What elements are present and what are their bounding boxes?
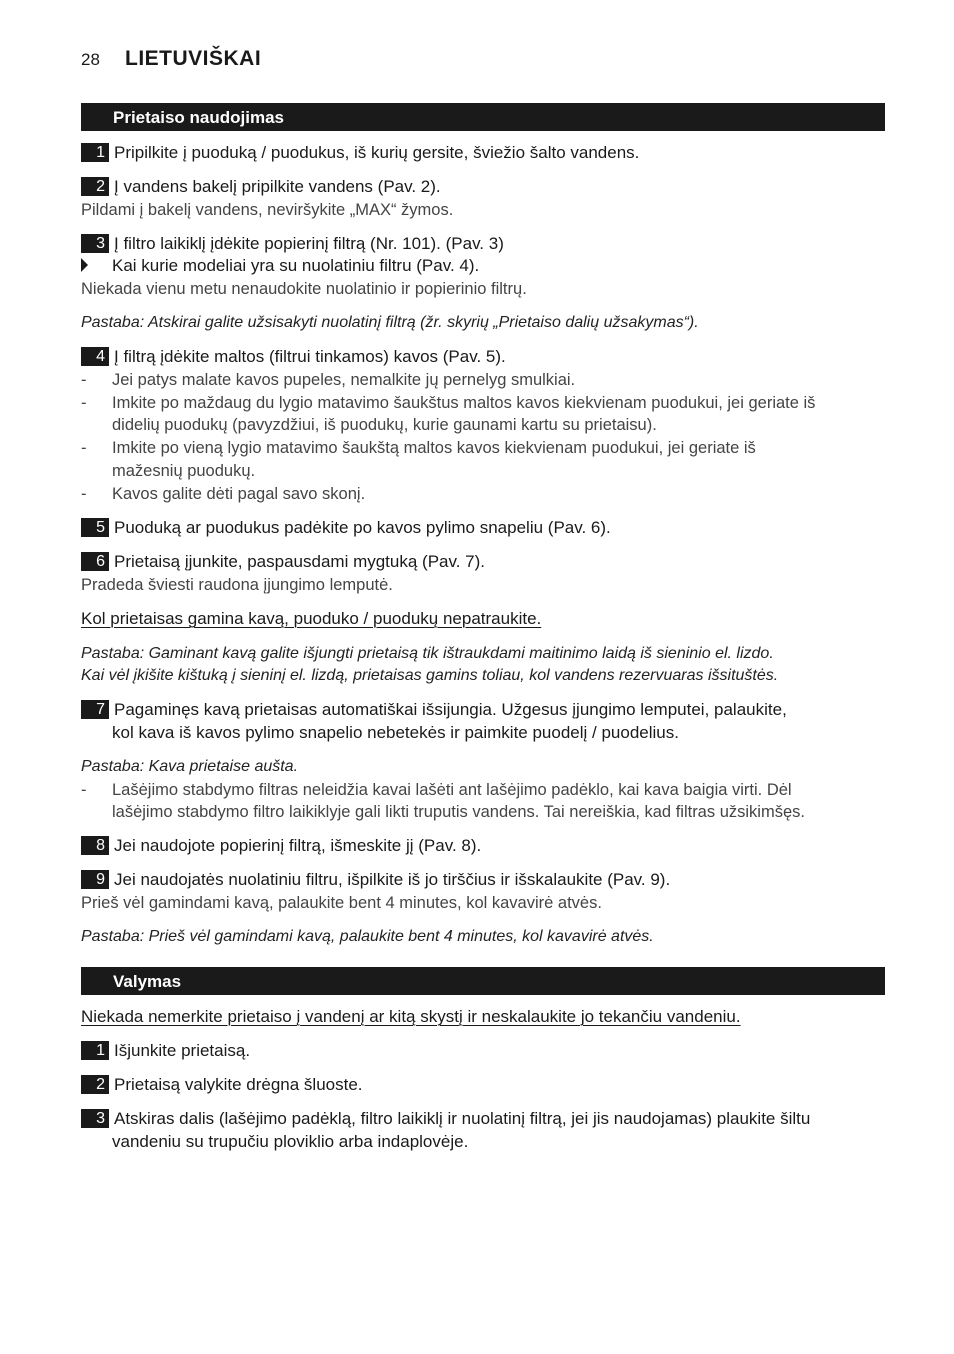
step-text: Į vandens bakelį pripilkite vandens (Pav. 2).: [114, 177, 441, 196]
step-7-cont: kol kava iš kavos pylimo snapelio nebetekės ir paimkite puodelį / puodelius.: [112, 723, 679, 742]
step-number: 2: [81, 1075, 109, 1094]
usage-step-9: [81, 869, 670, 891]
step-number: 9: [81, 870, 109, 889]
dash-item-cont: didelių puodukų (pavyzdžiui, iš puodukų, kurie gaunami kartu su prietaisu).: [112, 416, 657, 434]
step-2-note: Pildami į bakelį vandens, neviršykite „MAX“ žymos.: [81, 201, 454, 219]
cleaning-step-3-cont: vandeniu su trupučiu ploviklio arba indaplovėje.: [112, 1132, 469, 1151]
note-unplug: Pastaba: Gaminant kavą galite išjungti prietaisą tik ištraukdami maitinimo laidą iš sieninio el. lizdo.: [81, 645, 774, 662]
usage-step-8: [81, 835, 481, 857]
usage-step-5: [81, 517, 611, 539]
dash-item: Jei patys malate kavos pupeles, nemalkite jų pernelyg smulkiai.: [112, 371, 576, 389]
note-filter-order: Pastaba: Atskirai galite užsisakyti nuolatinį filtrą (žr. skyrių „Prietaiso dalių užsakymas“).: [81, 314, 699, 331]
step-number: 3: [81, 234, 109, 253]
bullet-triangle-icon: [81, 258, 88, 272]
note-wait-4-minutes: Pastaba: Prieš vėl gamindami kavą, palaukite bent 4 minutes, kol kavavirė atvės.: [81, 928, 654, 945]
step-text: Prietaisą valykite drėgna šluoste.: [114, 1075, 363, 1094]
step-text: Puoduką ar puodukus padėkite po kavos pylimo snapeliu (Pav. 6).: [114, 518, 611, 537]
step-text: Pagaminęs kavą prietaisas automatiškai išsijungia. Užgesus įjungimo lemputei, palaukite,: [114, 700, 787, 719]
section-bar-usage: [81, 103, 885, 131]
page-number: 28: [81, 50, 100, 69]
step-text: Jei naudojote popierinį filtrą, išmeskite jį (Pav. 8).: [114, 836, 482, 855]
section-bar-cleaning: [81, 967, 885, 995]
dash-marker: -: [81, 485, 87, 503]
usage-step-7: [81, 699, 787, 721]
dash-marker: -: [81, 439, 87, 457]
step-3-bullet: Kai kurie modeliai yra su nuolatiniu filtru (Pav. 4).: [112, 256, 480, 275]
step-number: 3: [81, 1109, 109, 1128]
usage-step-3: [81, 233, 504, 255]
dash-item: Lašėjimo stabdymo filtras neleidžia kavai lašėti ant lašėjimo padėklo, kai kava baigia virti. Dėl: [112, 781, 792, 799]
dash-marker: -: [81, 394, 87, 412]
usage-step-6: [81, 551, 485, 573]
dash-item-cont: lašėjimo stabdymo filtro laikiklyje gali likti truputis vandens. Tai nereiškia, kad filtras užsikimšęs.: [112, 803, 805, 821]
note-coffee-cools: Pastaba: Kava prietaise aušta.: [81, 758, 299, 775]
dash-marker: -: [81, 781, 87, 799]
section-title-usage: Prietaiso naudojimas: [113, 108, 284, 127]
step-text: Į filtrą įdėkite maltos (filtrui tinkamos) kavos (Pav. 5).: [114, 347, 506, 366]
step-number: 1: [81, 143, 109, 162]
step-text: Jei naudojatės nuolatiniu filtru, išpilkite iš jo tirščius ir išskalaukite (Pav. 9).: [114, 870, 671, 889]
step-text: Prietaisą įjunkite, paspausdami mygtuką (Pav. 7).: [114, 552, 486, 571]
step-9-note: Prieš vėl gamindami kavą, palaukite bent 4 minutes, kol kavavirė atvės.: [81, 894, 602, 912]
dash-item-cont: mažesnių puodukų.: [112, 462, 256, 480]
cleaning-step-3: [81, 1108, 810, 1130]
step-number: 8: [81, 836, 109, 855]
usage-step-1: [81, 142, 639, 164]
step-text: Pripilkite į puoduką / puodukus, iš kurių gersite, šviežio šalto vandens.: [114, 143, 640, 162]
cleaning-step-1: [81, 1040, 250, 1062]
dash-item: Imkite po vieną lygio matavimo šaukštą maltos kavos kiekvienam puodukui, jei geriate iš: [112, 439, 756, 457]
step-6-note: Pradeda šviesti raudona įjungimo lemputė.: [81, 576, 393, 594]
dash-marker: -: [81, 371, 87, 389]
step-text: Išjunkite prietaisą.: [114, 1041, 251, 1060]
dash-item: Imkite po maždaug du lygio matavimo šaukštus maltos kavos kiekvienam puodukui, jei geriate iš: [112, 394, 816, 412]
language-heading: LIETUVIŠKAI: [125, 47, 262, 70]
warning-do-not-remove-cup: Kol prietaisas gamina kavą, puoduko / puodukų nepatraukite.: [81, 609, 542, 628]
step-text: Atskiras dalis (lašėjimo padėklą, filtro laikiklį ir nuolatinį filtrą, jei jis naudojamas) plaukite šiltu: [114, 1109, 811, 1128]
step-number: 7: [81, 700, 109, 719]
cleaning-step-2: [81, 1074, 363, 1096]
step-number: 6: [81, 552, 109, 571]
section-title-cleaning: Valymas: [113, 972, 182, 991]
step-number: 1: [81, 1041, 109, 1060]
usage-step-2: [81, 176, 441, 198]
step-number: 4: [81, 347, 109, 366]
warning-do-not-immerse: Niekada nemerkite prietaiso į vandenį ar kitą skystį ir neskalaukite jo tekančiu vandeniu.: [81, 1007, 741, 1026]
step-number: 2: [81, 177, 109, 196]
dash-item: Kavos galite dėti pagal savo skonį.: [112, 485, 366, 503]
note-unplug-cont: Kai vėl įkišite kištuką į sieninį el. lizdą, prietaisas gamins toliau, kol vandens rezervuaras išsituštės.: [81, 667, 779, 684]
step-3-note: Niekada vienu metu nenaudokite nuolatinio ir popierinio filtrų.: [81, 280, 527, 298]
step-number: 5: [81, 518, 109, 537]
usage-step-4: [81, 346, 506, 368]
step-text: Į filtro laikiklį įdėkite popierinį filtrą (Nr. 101). (Pav. 3): [114, 234, 504, 253]
